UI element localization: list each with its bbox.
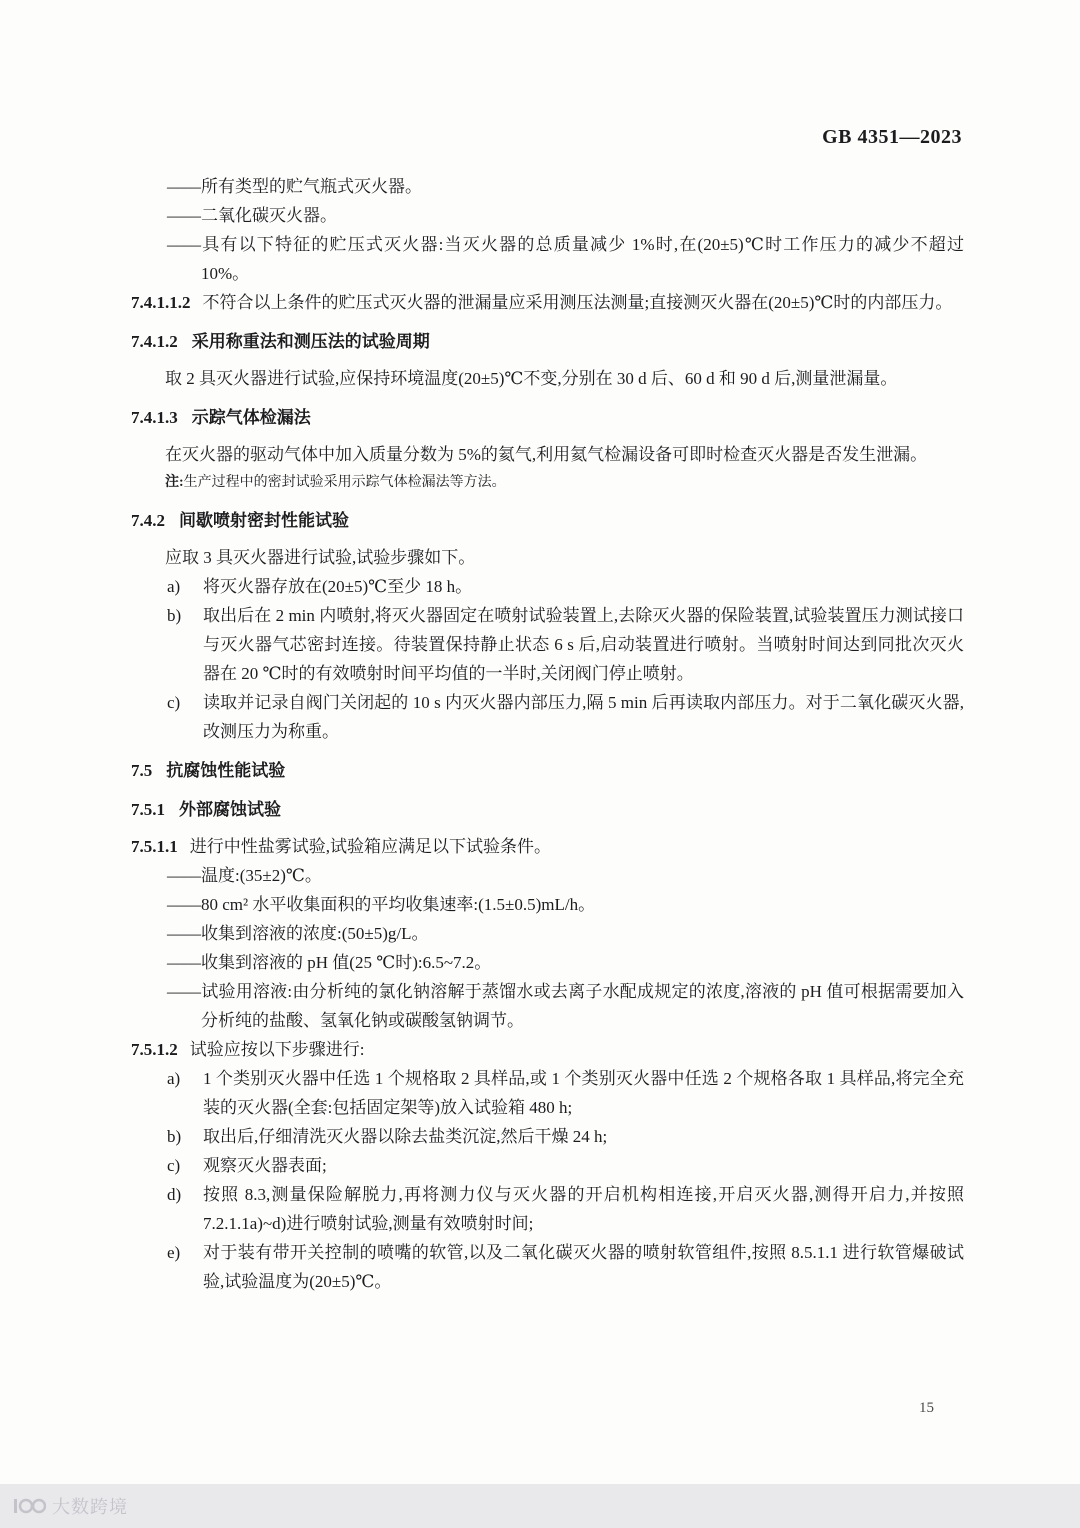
- heading-title: 示踪气体检漏法: [191, 408, 311, 427]
- dash-item-stored-pressure-types: ——所有类型的贮气瓶式灭火器。: [167, 177, 422, 196]
- footer-band: [0, 1484, 1080, 1528]
- list-item-text: 对于装有带开关控制的喷嘴的软管,以及二氧化碳灭火器的喷射软管组件,按照 8.5.1.1 进行软管爆破试验,试验温度为(20±5)℃。: [203, 1243, 964, 1291]
- list-item-text: 1 个类别灭火器中任选 1 个规格取 2 具样品,或 1 个类别灭火器中任选 2 个规格各取 1 具样品,将完全充装的灭火器(全套:包括固定架等)放入试验箱 480 h;: [203, 1069, 964, 1117]
- clause-text: 进行中性盐雾试验,试验箱应满足以下试验条件。: [189, 837, 551, 856]
- list-item-text: 取出后,仔细清洗灭火器以除去盐类沉淀,然后干燥 24 h;: [203, 1127, 608, 1146]
- dash-item-temperature: ——温度:(35±2)℃。: [167, 866, 322, 885]
- heading-number: 7.4.1.2: [131, 332, 178, 351]
- list-item-text: 按照 8.3,测量保险解脱力,再将测力仪与灭火器的开启机构相连接,开启灭火器,测得开启力,并按照 7.2.1.1a)~d)进行喷射试验,测量有效喷射时间;: [203, 1185, 964, 1233]
- heading-title: 采用称重法和测压法的试验周期: [191, 332, 430, 351]
- dash-item-concentration: ——收集到溶液的浓度:(50±5)g/L。: [167, 924, 429, 943]
- dash-item-pressure-loss: ——具有以下特征的贮压式灭火器:当灭火器的总质量减少 1%时,在(20±5)℃时工作压力的减少不超过 10%。: [167, 235, 964, 283]
- heading-7.4.1.2: [131, 327, 964, 356]
- dash-item-collection-rate: ——80 cm² 水平收集面积的平均收集速率:(1.5±0.5)mL/h。: [167, 895, 596, 914]
- dash-item-solution: ——试验用溶液:由分析纯的氯化钠溶解于蒸馏水或去离子水配成规定的浓度,溶液的 pH 值可根据需要加入分析纯的盐酸、氢氧化钠或碳酸氢钠调节。: [167, 982, 964, 1030]
- dash-item-co2: ——二氧化碳灭火器。: [167, 206, 337, 225]
- dash-item-ph: ——收集到溶液的 pH 值(25 ℃时):6.5~7.2。: [167, 953, 492, 972]
- clause-7.4.1.1.2: [131, 288, 964, 317]
- list-item-text: 读取并记录自阀门关闭起的 10 s 内灭火器内部压力,隔 5 min 后再读取内部压力。对于二氧化碳灭火器,改测压力为称重。: [203, 693, 964, 741]
- list-item-e: [167, 1238, 964, 1296]
- heading-number: 7.4.1.3: [131, 408, 178, 427]
- clause-number: 7.5.1.1: [131, 837, 178, 856]
- heading-7.4.2: [131, 506, 964, 535]
- heading-number: 7.5.1: [131, 800, 165, 819]
- watermark-text: 大数跨境: [52, 1497, 128, 1517]
- document-body: [131, 172, 964, 1296]
- paragraph-intermittent-intro: 应取 3 具灭火器进行试验,试验步骤如下。: [165, 548, 476, 567]
- clause-7.5.1.1: [131, 832, 964, 861]
- note-label: 注:: [165, 475, 184, 490]
- list-item-c: [167, 1151, 964, 1180]
- list-item-a: [167, 1064, 964, 1122]
- list-item-label: b): [167, 606, 182, 625]
- list-item-text: 将灭火器存放在(20±5)℃至少 18 h。: [203, 577, 473, 596]
- watermark: [12, 1493, 128, 1519]
- standard-number: GB 4351—2023: [822, 126, 962, 148]
- clause-7.5.1.2: [131, 1035, 964, 1064]
- heading-7.4.1.3: [131, 403, 964, 432]
- list-item-b: [167, 601, 964, 688]
- heading-number: 7.5: [131, 761, 153, 780]
- list-item-c: [167, 688, 964, 746]
- note-text: 生产过程中的密封试验采用示踪气体检漏法等方法。: [183, 475, 506, 490]
- list-item-label: c): [167, 693, 181, 712]
- heading-title: 间歇喷射密封性能试验: [179, 511, 349, 530]
- list-item-a: [167, 572, 964, 601]
- list-item-text: 观察灭火器表面;: [203, 1156, 327, 1175]
- clause-text: 不符合以上条件的贮压式灭火器的泄漏量应采用测压法测量;直接测灭火器在(20±5)℃时的内部压力。: [202, 293, 953, 312]
- paragraph-test-cycle: 取 2 具灭火器进行试验,应保持环境温度(20±5)℃不变,分别在 30 d 后、60 d 和 90 d 后,测量泄漏量。: [165, 369, 898, 388]
- list-item-label: d): [167, 1185, 182, 1204]
- paragraph-tracer-gas: 在灭火器的驱动气体中加入质量分数为 5%的氦气,利用氦气检漏设备可即时检查灭火器是否发生泄漏。: [165, 445, 928, 464]
- heading-title: 抗腐蚀性能试验: [166, 761, 286, 780]
- list-item-label: e): [167, 1243, 181, 1262]
- clause-text: 试验应按以下步骤进行:: [189, 1040, 365, 1059]
- list-item-d: [167, 1180, 964, 1238]
- note: [131, 470, 964, 496]
- page-number: 15: [919, 1400, 934, 1416]
- clause-number: 7.4.1.1.2: [131, 293, 191, 312]
- list-item-label: a): [167, 1069, 181, 1088]
- list-item-label: a): [167, 577, 181, 596]
- heading-7.5: [131, 756, 964, 785]
- list-item-text: 取出后在 2 min 内喷射,将灭火器固定在喷射试验装置上,去除灭火器的保险装置,试验装置压力测试接口与灭火器气芯密封连接。待装置保持静止状态 6 s 后,启动装置进行喷射。当喷射时间达到同批次灭火器在 20 ℃时的有效喷射时间平均值的一半时,关闭阀门停止喷射。: [203, 606, 964, 683]
- clause-number: 7.5.1.2: [131, 1040, 178, 1059]
- watermark-logo-icon: [12, 1496, 46, 1516]
- heading-number: 7.4.2: [131, 511, 165, 530]
- heading-title: 外部腐蚀试验: [179, 800, 281, 819]
- heading-7.5.1: [131, 795, 964, 824]
- list-item-b: [167, 1122, 964, 1151]
- list-item-label: b): [167, 1127, 182, 1146]
- list-item-label: c): [167, 1156, 181, 1175]
